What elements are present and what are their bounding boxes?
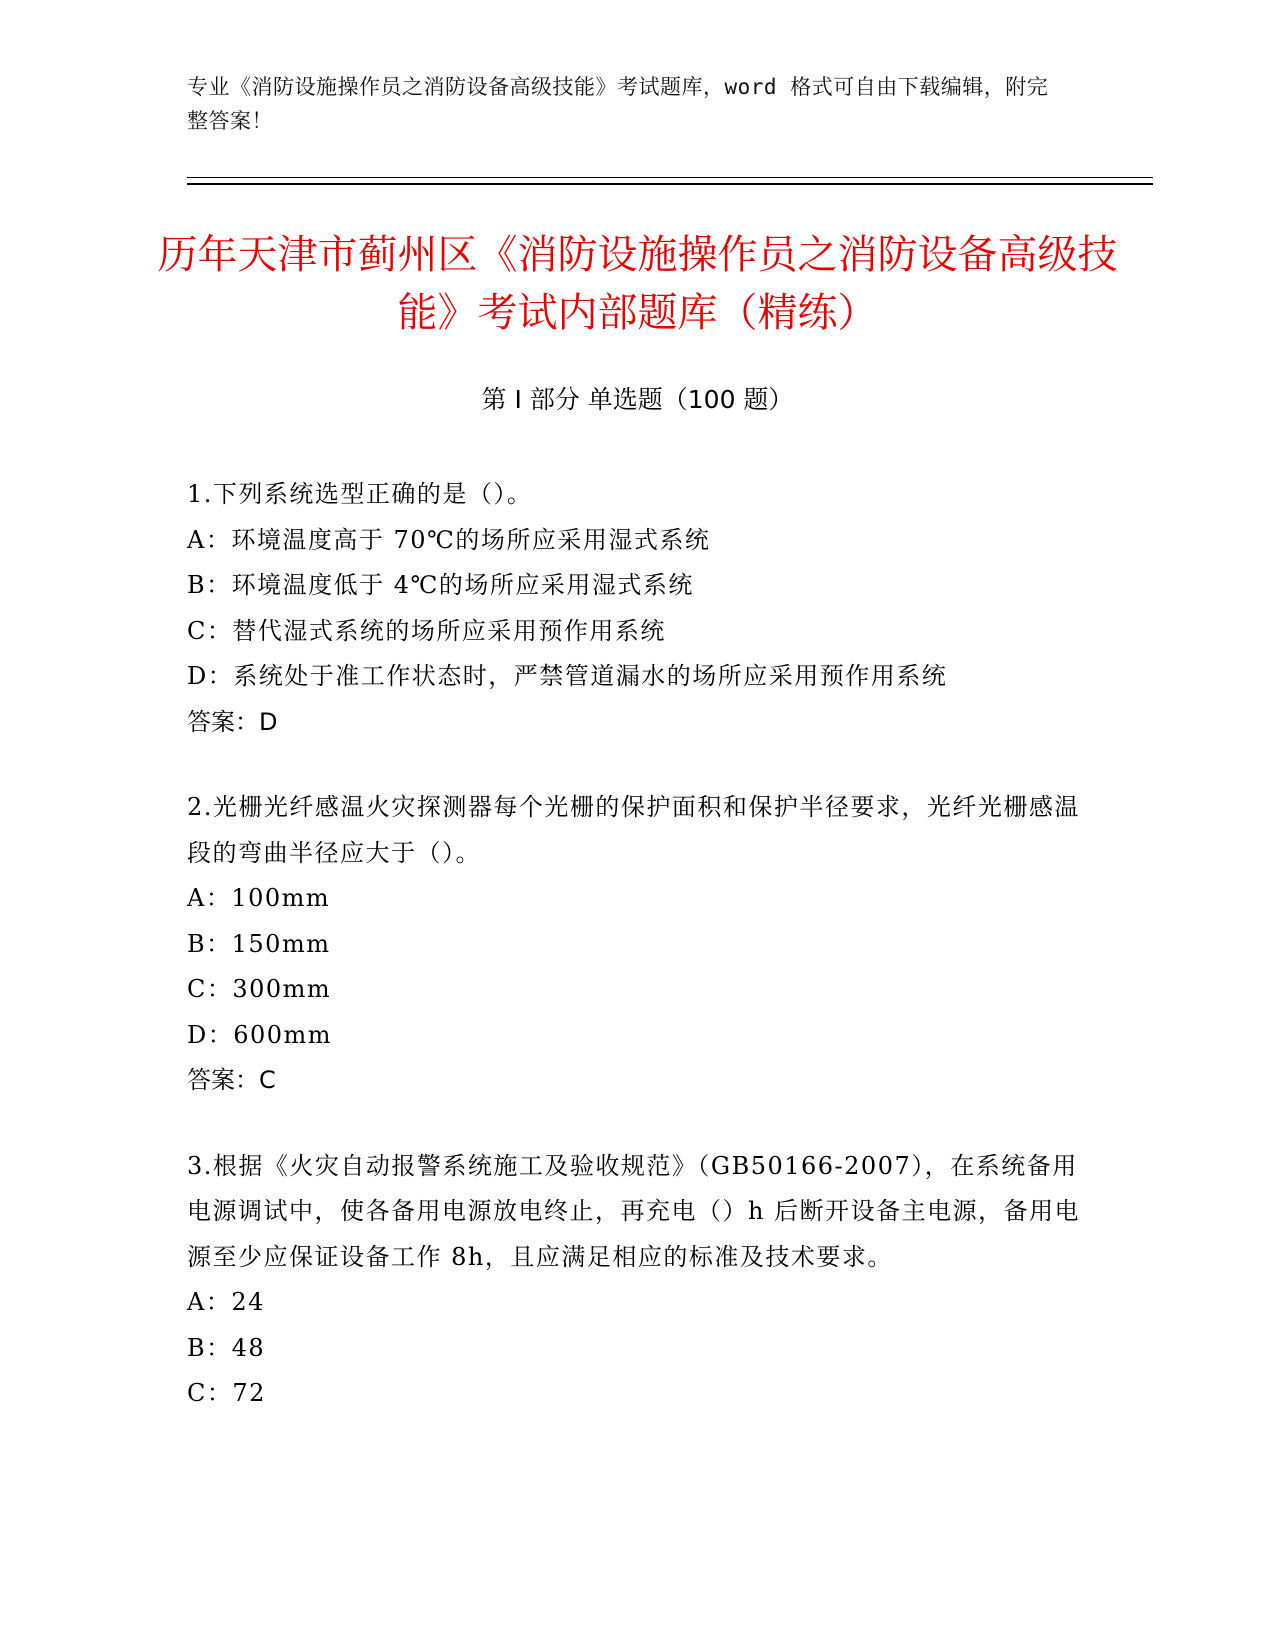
answer: 答案：D [187, 707, 278, 736]
option-a: A：100mm [187, 884, 331, 912]
header-divider-bottom [187, 183, 1153, 185]
option-c: C：300mm [187, 975, 332, 1003]
question-stem: 2.光栅光纤感温火灾探测器每个光栅的保护面积和保护半径要求，光纤光栅感温段的弯曲半径应大于（）。 [187, 793, 1080, 867]
header-note: 专业《消防设施操作员之消防设备高级技能》考试题库，word 格式可自由下载编辑，附完整答案！ [187, 75, 1049, 133]
answer: 答案：C [187, 1066, 276, 1094]
option-c: C：替代湿式系统的场所应采用预作用系统 [187, 616, 666, 645]
question-1 [187, 472, 1087, 745]
section-heading: 第 I 部分 单选题（100 题） [481, 385, 794, 414]
option-a: A：24 [187, 1288, 265, 1316]
question-stem: 3.根据《火灾自动报警系统施工及验收规范》（GB50166-2007），在系统备用电源调试中，使各备用电源放电终止，再充电（）h 后断开设备主电源，备用电源至少应保证设备工作 8h，且应满足相应的标准及技术要求。 [187, 1151, 1081, 1271]
question-2 [187, 785, 1087, 1104]
header-divider-top [187, 177, 1153, 178]
option-b: B：48 [187, 1333, 266, 1362]
option-c: C：72 [187, 1379, 266, 1407]
option-b: B：环境温度低于 4℃的场所应采用湿式系统 [187, 571, 694, 599]
option-a: A：环境温度高于 70℃的场所应采用湿式系统 [187, 525, 711, 554]
option-d: D：系统处于准工作状态时，严禁管道漏水的场所应采用预作用系统 [187, 662, 948, 690]
question-stem: 1.下列系统选型正确的是（）。 [187, 480, 533, 508]
option-b: B：150mm [187, 929, 331, 958]
document-title: 历年天津市蓟州区《消防设施操作员之消防设备高级技能》考试内部题库（精练） [157, 232, 1118, 336]
question-3 [187, 1144, 1087, 1417]
option-d: D：600mm [187, 1020, 333, 1049]
question-list [187, 472, 1087, 1457]
